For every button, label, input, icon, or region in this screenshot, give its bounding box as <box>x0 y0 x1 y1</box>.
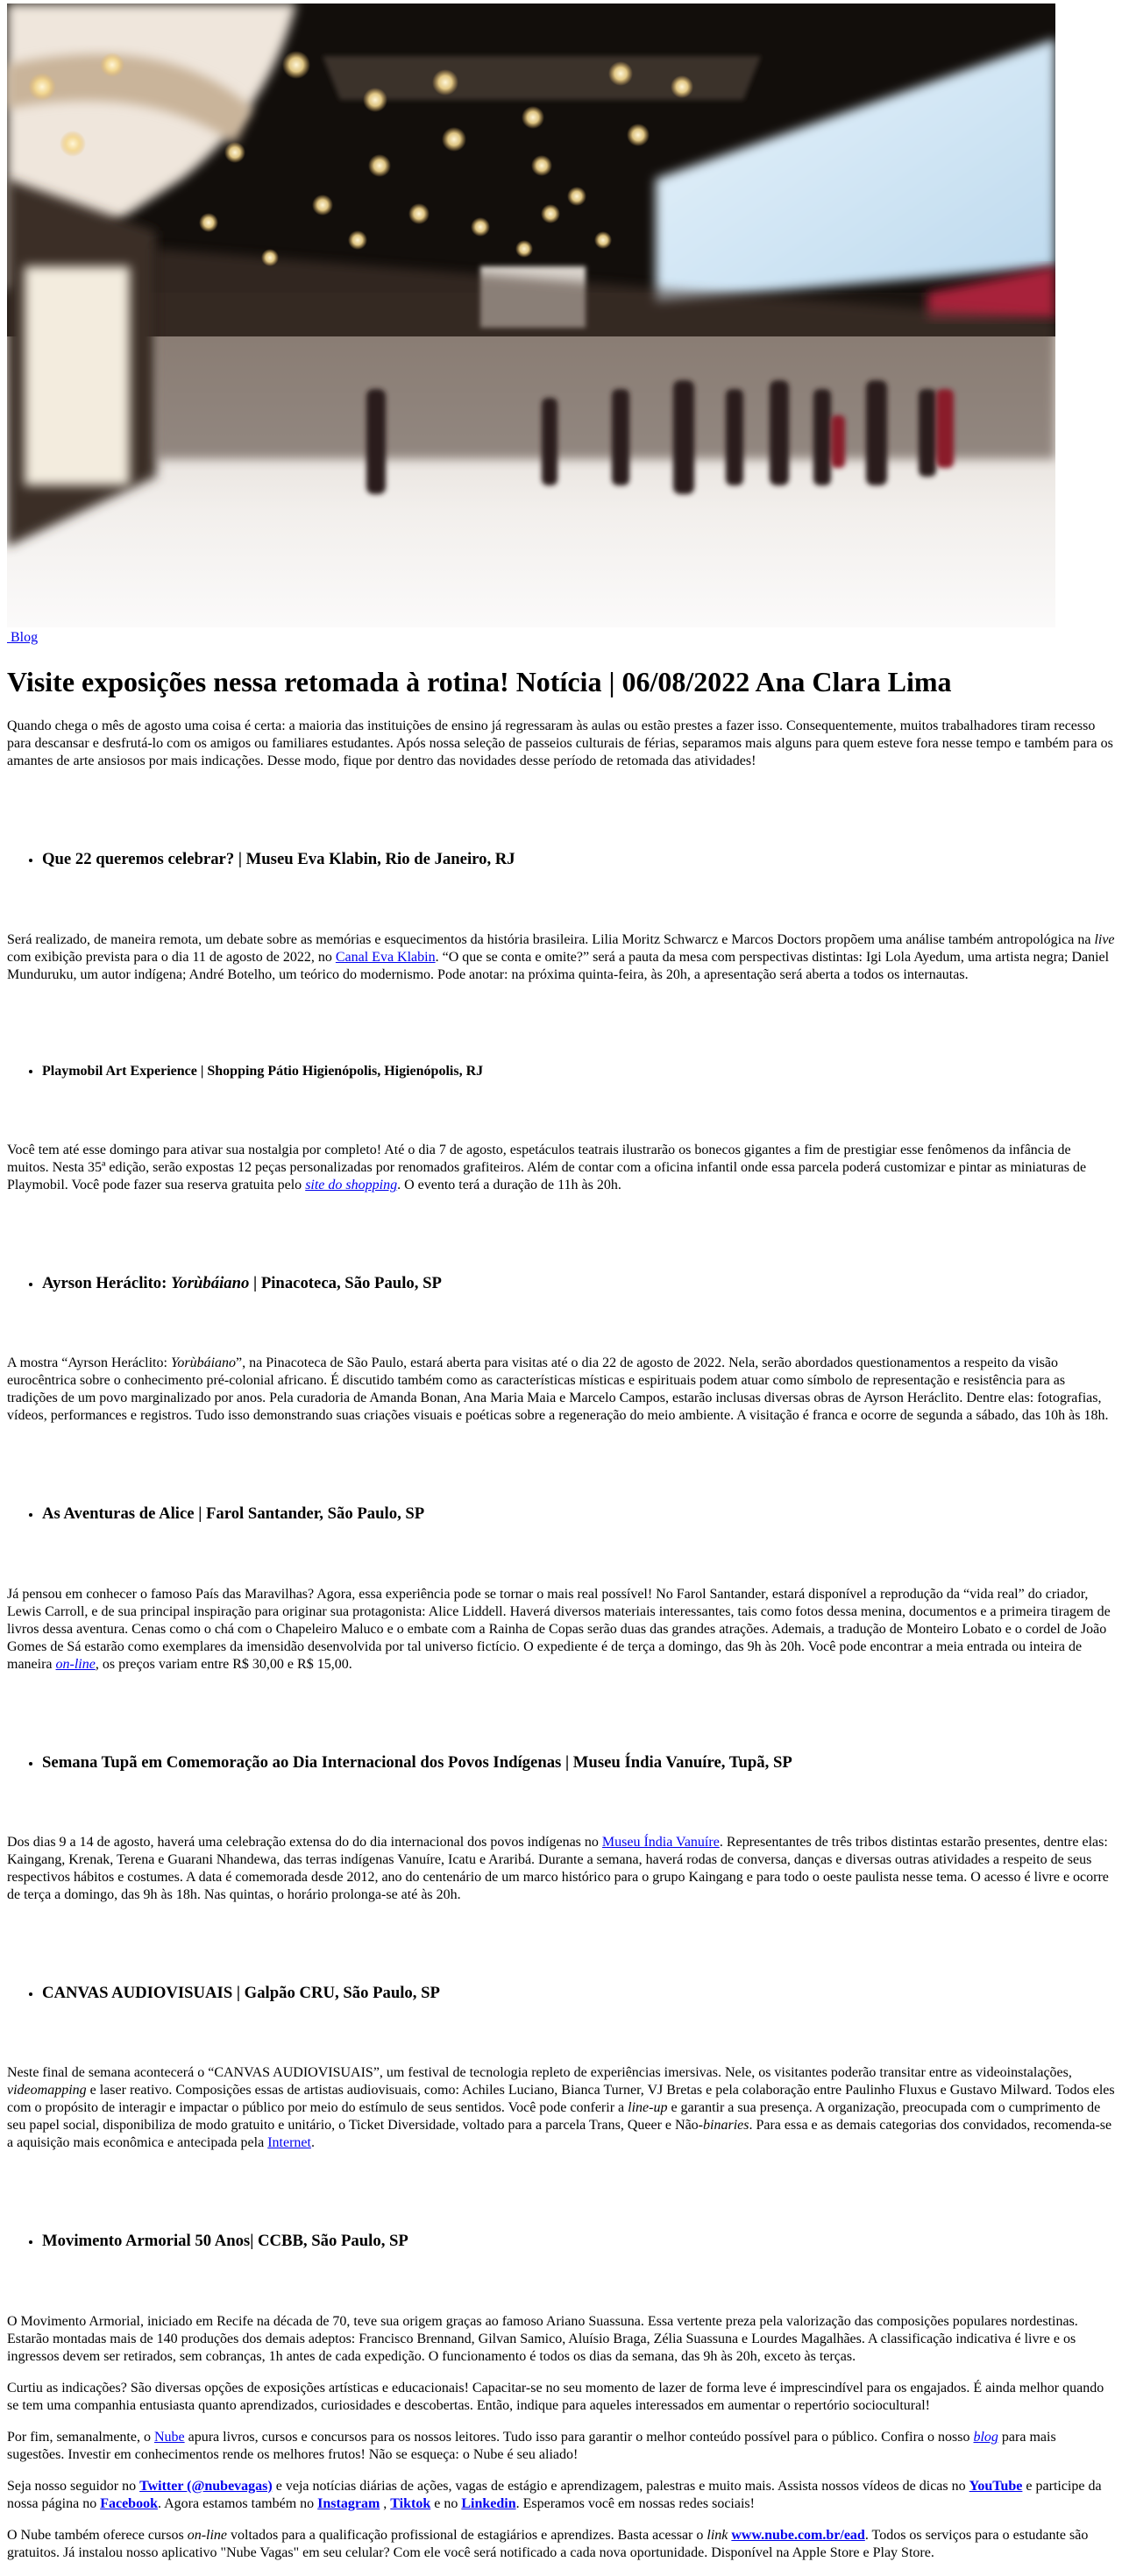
text: Você tem até esse domingo para ativar sua nostalgia por completo! Até o dia 7 de agosto, espetáculos teatrais ilustrarão os bonecos gigantes a fim de prestigiar esse fenômenos da infância de muitos. Nesta 35ª edição, serão expostas 12 peças personalizadas por renomados grafiteiros. Além de contar com a oficina infantil onde essa parcela poderá customizar e pintar as miniaturas de Playmobil. Você pode fazer sua reserva gratuita pelo <box>7 1142 1087 1192</box>
section-paragraph <box>7 1355 1115 1425</box>
text: voltados para a qualificação profissional de estagiários e aprendizes. Basta acessar o <box>227 2527 707 2543</box>
text: . “O que se conta e omite?” será a pauta da mesa com perspectivas distintas: Igi Lola Ayedum, uma artista negra; Daniel Munduruku, um autor indígena; André Botelho, um teórico do modernismo. Pode anotar: na próxima quinta-feira, às 20h, a apresentação será aberta a todos os internautas. <box>7 949 1110 982</box>
section-list <box>7 1983 1115 2003</box>
text: , os preços variam entre R$ 30,00 e R$ 15,00. <box>95 1656 352 1672</box>
text: para mais sugestões. Investir em conhecimentos rende os melhores frutos! Não se esqueça: o Nube é seu aliado! <box>7 2429 1056 2462</box>
facebook-link[interactable] <box>100 2496 158 2511</box>
text: | Pinacoteca, São Paulo, SP <box>249 1273 442 1292</box>
closing-paragraph <box>7 2478 1115 2513</box>
text: . Agora estamos também no <box>157 2495 318 2511</box>
text: e veja notícias diárias de ações, vagas de estágio e aprendizagem, palestras e muito mais. Assista nossos vídeos de dicas no <box>272 2478 969 2494</box>
text-emphasis: videomapping <box>7 2083 87 2098</box>
nube-link[interactable]: Nube <box>153 2429 185 2445</box>
list-item <box>42 1504 1115 1524</box>
section-paragraph <box>7 1586 1115 1674</box>
text: Ayrson Heráclito: <box>42 1273 172 1292</box>
text: com exibição prevista para o dia 11 de agosto de 2022, no <box>7 949 336 965</box>
text: Será realizado, de maneira remota, um debate sobre as memórias e esquecimentos da história brasileira. Lilia Moritz Schwarcz e Marcos Doctors propõem uma análise também antropológica na <box>7 931 1091 947</box>
section-paragraph <box>7 1142 1115 1194</box>
text-emphasis: link <box>707 2527 728 2543</box>
list-item <box>42 849 1115 869</box>
canal-eva-klabin-link[interactable]: Canal Eva Klabin <box>335 949 436 965</box>
text: . Representantes de três tribos distintas estarão presentes, dentre elas: Kaingang, Krenak, Terena e Guarani Nhandewa, das terras indígenas Vanuíre, Icatu e Araribá. Durante a semana, haverá rodas de conversa, danças e diversas outras atividades a respeito de seus respectivos hábitos e costumes. A data é comemorada desde 2012, ano do centenário de um marco histórico para o grupo Kaingang e para todo o oeste paulista nesse tema. O acesso é livre e ocorre de terça a domingo, das 9h às 18h. Nas quintas, o horário prolonga-se até às 20h. <box>7 1834 1109 1902</box>
section-heading: • CANVAS AUDIOVISUAIS | Galpão CRU, São Paulo, SP <box>42 1983 440 2002</box>
youtube-link[interactable] <box>969 2479 1023 2494</box>
text-emphasis: binaries <box>703 2118 749 2134</box>
nube-ead-link[interactable] <box>731 2528 864 2543</box>
text: e laser reativo. Composições essas de artistas audiovisuais, como: Achiles Luciano, Bianca Turner, VJ Bretas e pela colaboração entre Paulinho Fluxus e Gustavo Milward. Todos eles com o propósito de interagir e impactar o público por meio do estímulo de seus sentidos. Você pode conferir a <box>7 2083 1115 2116</box>
linkedin-link[interactable] <box>461 2496 515 2511</box>
twitter-link[interactable] <box>139 2479 273 2494</box>
list-item <box>42 1063 1115 1080</box>
section-heading: • Semana Tupã em Comemoração ao Dia Internacional dos Povos Indígenas | Museu Índia Vanuíre, Tupã, SP <box>42 1752 792 1772</box>
text: Já pensou em conhecer o famoso País das Maravilhas? Agora, essa experiência pode se tornar o mais real possível! No Farol Santander, estará disponível a reprodução da “vida real” do criador, Lewis Carroll, e de sua principal inspiração para originar sua protagonista: Alice Liddell. Haverá diversos materiais interessantes, tais como fotos dessa menina, documentos e a primeira tiragem de livros dessa aventura. Cenas como o chá com o Chapeleiro Maluco e o embate com a Rainha de Copas serão duas das grandes atrações. Ademais, a tradução de Monteiro Lobato e o cordel de João Gomes de Sá estarão como exemplares da imensidão desenvolvida por tal universo fictício. O expediente é de terça a domingo, das 9h às 20h. Você pode encontrar a meia entrada ou inteira de maneira <box>7 1586 1111 1672</box>
instagram-link[interactable] <box>317 2496 380 2511</box>
text: e garantir a sua presença. A organização, preocupada com o cumprimento de seu papel social, disponibiliza de modo gratuito e unitário, o Ticket Diversidade, voltado para a parcela Trans, Queer e Não- <box>7 2100 1101 2134</box>
link-text: www.nube.com.br/ead <box>731 2527 865 2543</box>
intro-paragraph: Quando chega o mês de agosto uma coisa é certa: a maioria das instituições de ensino já regressaram às aulas ou estão prestes a fazer isso. Consequentemente, muitos trabalhadores tiram recesso para descansar e desfrutá-lo com os amigos ou familiares estudantes. Após nossa seleção de passeios culturais de férias, separamos mais alguns para quem esteve fora nesse tempo e também para os amantes de arte ansiosos por mais indicações. Desse modo, fique por dentro das novidades desse período de retomada das atividades! <box>7 718 1113 769</box>
section-heading: • Playmobil Art Experience | Shopping Pátio Higienópolis, Higienópolis, RJ <box>42 1063 484 1079</box>
link-text: Facebook <box>100 2495 158 2511</box>
text: . O evento terá a duração de 11h às 20h. <box>397 1177 621 1192</box>
text: Seja nosso seguidor no <box>7 2478 140 2494</box>
list-item <box>42 1752 1115 1773</box>
link-text: site do shopping <box>305 1177 398 1192</box>
list-item <box>42 1273 1115 1293</box>
closing-paragraph: Curtiu as indicações? São diversas opções de exposições artísticas e educacionais! Capacitar-se no seu momento de lazer de forma leve é imprescindível para os engajados. É ainda melhor quando se tem uma companhia entusiasta quanto aprendizados, curiosidades e descobertas. Então, indique para aqueles interessados em aumentar o repertório sociocultural! <box>7 2380 1104 2413</box>
text: . <box>310 2135 315 2151</box>
text: apura livros, cursos e concursos para os nossos leitores. Tudo isso para garantir o melhor conteúdo possível para o público. Confira o nosso <box>184 2429 974 2445</box>
breadcrumb-label: Blog <box>11 630 39 645</box>
section-heading: • As Aventuras de Alice | Farol Santander, São Paulo, SP <box>42 1504 425 1524</box>
on-line-link[interactable] <box>56 1657 96 1672</box>
page-title: Visite exposições nessa retomada à rotina! Notícia | 06/08/2022 Ana Clara Lima <box>7 666 952 697</box>
section-paragraph <box>7 1834 1115 1904</box>
text-emphasis: on-line <box>187 2527 228 2543</box>
text: , <box>380 2495 391 2511</box>
text: Neste final de semana acontecerá o “CANVAS AUDIOVISUAIS”, um festival de tecnologia repleto de experiências imersivas. Nele, os visitantes poderão transitar entre as videoinstalações, <box>7 2065 1072 2081</box>
internet-link[interactable]: Internet <box>267 2135 311 2151</box>
text: . Esperamos você em nossas redes sociais! <box>515 2495 755 2511</box>
list-item <box>42 2231 1115 2251</box>
link-text: YouTube <box>969 2478 1023 2494</box>
text: A mostra “Ayrson Heráclito: <box>7 1355 171 1371</box>
link-text: Tiktok <box>390 2495 431 2511</box>
text: e no <box>430 2495 462 2511</box>
section-paragraph: O Movimento Armorial, iniciado em Recife na década de 70, teve sua origem graças ao famoso Ariano Suassuna. Essa vertente preza pela valorização das composições populares nordestinas. Estarão montadas mais de 140 produções dos demais adeptos: Francisco Brennand, Gilvan Samico, Aluísio Braga, Zélia Suassuna e Lourdes Magalhães. A classificação indicativa é livre e os ingressos devem ser retirados, sem cobranças, 1h antes de cada expedição. O funcionamento é todos os dias da semana, das 9h às 20h, exceto às terças. <box>7 2313 1078 2364</box>
text: Por fim, semanalmente, o <box>7 2429 154 2445</box>
link-text: on-line <box>55 1656 96 1672</box>
text: Dos dias 9 a 14 de agosto, haverá uma celebração extensa do do dia internacional dos povos indígenas no <box>7 1834 602 1850</box>
section-list <box>7 1063 1115 1080</box>
page <box>0 4 1122 2562</box>
text: . Para essa e as demais categorias dos convidados, recomenda-se a aquisição mais econômica e antecipada pela <box>7 2118 1112 2151</box>
closing-paragraph <box>7 2527 1115 2562</box>
section-list <box>7 1504 1115 1524</box>
section-list <box>7 849 1115 869</box>
breadcrumb-blog-link[interactable] <box>7 629 38 647</box>
section-list <box>7 1752 1115 1773</box>
link-text: blog <box>973 2429 998 2445</box>
text: . Todos os serviços para o estudante são gratuitos. Já instalou nosso aplicativo "Nube Vagas" em seu celular? Com ele você será notificado a cada nova oportunidade. Disponível na Apple Store e Play Store. <box>7 2527 1089 2560</box>
list-item <box>42 1983 1115 2003</box>
text-emphasis: Yorùbáiano <box>171 1273 250 1292</box>
hero-image <box>7 4 1055 627</box>
text-emphasis: line-up <box>628 2100 668 2116</box>
closing-paragraph <box>7 2429 1115 2464</box>
site-do-shopping-link[interactable] <box>305 1178 397 1192</box>
section-paragraph <box>7 931 1115 984</box>
section-paragraph <box>7 2064 1115 2152</box>
section-list <box>7 2231 1115 2251</box>
link-text: Twitter (@nubevagas) <box>139 2478 273 2494</box>
text: ”, na Pinacoteca de São Paulo, estará aberta para visitas até o dia 22 de agosto de 2022. Nela, serão abordados questionamentos a respeito da visão eurocêntrica sobre o conhecimento pré-colonial africano. É discutido também como as características místicas e espirituais podem atuar como símbolo de representação e resistência para as tradições de um povo marginalizado por anos. Pela curadoria de Amanda Bonan, Ana Maria Maia e Marcelo Campos, estarão inclusas diversas obras de Ayrson Heráclito. Dentre elas: fotografias, vídeos, performances e registros. Tudo isso demonstrando suas criações visuais e poéticas sobre a regeneração do meio ambiente. A visitação é franca e ocorre de segunda a sábado, das 10h às 18h. <box>7 1355 1109 1424</box>
link-text: Linkedin <box>461 2495 516 2511</box>
section-list <box>7 1273 1115 1293</box>
section-heading: • Que 22 queremos celebrar? | Museu Eva Klabin, Rio de Janeiro, RJ <box>42 850 515 869</box>
museu-india-vanuire-link[interactable]: Museu Índia Vanuíre <box>601 1834 720 1850</box>
tiktok-link[interactable] <box>390 2496 430 2511</box>
section-heading <box>42 1273 1115 1293</box>
link-text: Instagram <box>317 2495 380 2511</box>
text: e participe da nossa página no <box>7 2478 1102 2511</box>
shopping-mall-blurred-photo <box>7 4 1055 627</box>
text-emphasis: live <box>1094 931 1115 947</box>
text: O Nube também oferece cursos <box>7 2527 188 2543</box>
section-heading: • Movimento Armorial 50 Anos| CCBB, São Paulo, SP <box>42 2232 408 2251</box>
text-emphasis: Yorùbáiano <box>170 1355 237 1371</box>
blog-link[interactable] <box>973 2430 998 2445</box>
